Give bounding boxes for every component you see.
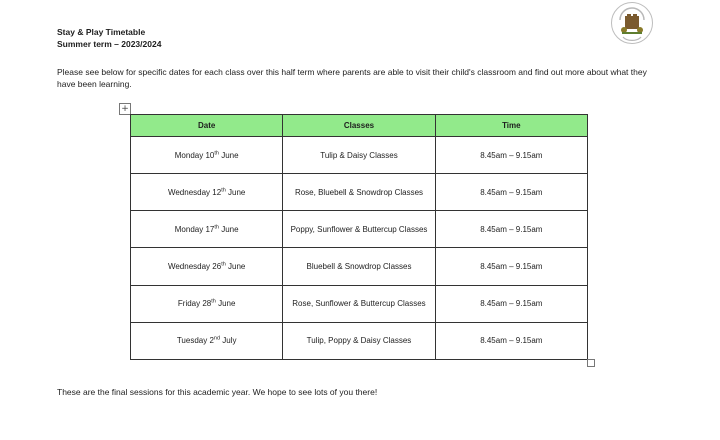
table-header-row	[131, 115, 588, 137]
table-row	[131, 285, 588, 322]
date-cell: Monday 10th June	[131, 137, 283, 174]
document-term: Summer term – 2023/2024	[57, 39, 162, 49]
header-date: Date	[131, 115, 283, 137]
table-row	[131, 248, 588, 285]
date-cell: Monday 17th June	[131, 211, 283, 248]
header-classes: Classes	[283, 115, 435, 137]
classes-cell: Tulip & Daisy Classes	[283, 137, 435, 174]
intro-paragraph: Please see below for specific dates for each class over this half term where parents are able to visit their child's classroom and find out more about what they have been learning.	[57, 67, 647, 89]
classes-cell: Bluebell & Snowdrop Classes	[283, 248, 435, 285]
date-cell: Tuesday 2nd July	[131, 322, 283, 359]
document-heading	[57, 26, 161, 50]
date-cell: Wednesday 26th June	[131, 248, 283, 285]
school-logo	[611, 2, 653, 44]
classes-cell: Rose, Sunflower & Buttercup Classes	[283, 285, 435, 322]
table-row	[131, 137, 588, 174]
time-cell: 8.45am – 9.15am	[435, 248, 587, 285]
time-cell: 8.45am – 9.15am	[435, 174, 587, 211]
table-row	[131, 211, 588, 248]
table-move-handle-icon[interactable]: +	[119, 103, 131, 115]
table-resize-handle[interactable]	[587, 359, 595, 367]
time-cell: 8.45am – 9.15am	[435, 211, 587, 248]
table-row	[131, 174, 588, 211]
timetable	[130, 114, 588, 360]
header-time: Time	[435, 115, 587, 137]
date-cell: Wednesday 12th June	[131, 174, 283, 211]
time-cell: 8.45am – 9.15am	[435, 322, 587, 359]
date-cell: Friday 28th June	[131, 285, 283, 322]
table-row	[131, 322, 588, 359]
classes-cell: Rose, Bluebell & Snowdrop Classes	[283, 174, 435, 211]
document-title: Stay & Play Timetable	[57, 27, 146, 37]
classes-cell: Tulip, Poppy & Daisy Classes	[283, 322, 435, 359]
time-cell: 8.45am – 9.15am	[435, 137, 587, 174]
classes-cell: Poppy, Sunflower & Buttercup Classes	[283, 211, 435, 248]
time-cell: 8.45am – 9.15am	[435, 285, 587, 322]
footer-note: These are the final sessions for this academic year. We hope to see lots of you there!	[57, 387, 378, 397]
